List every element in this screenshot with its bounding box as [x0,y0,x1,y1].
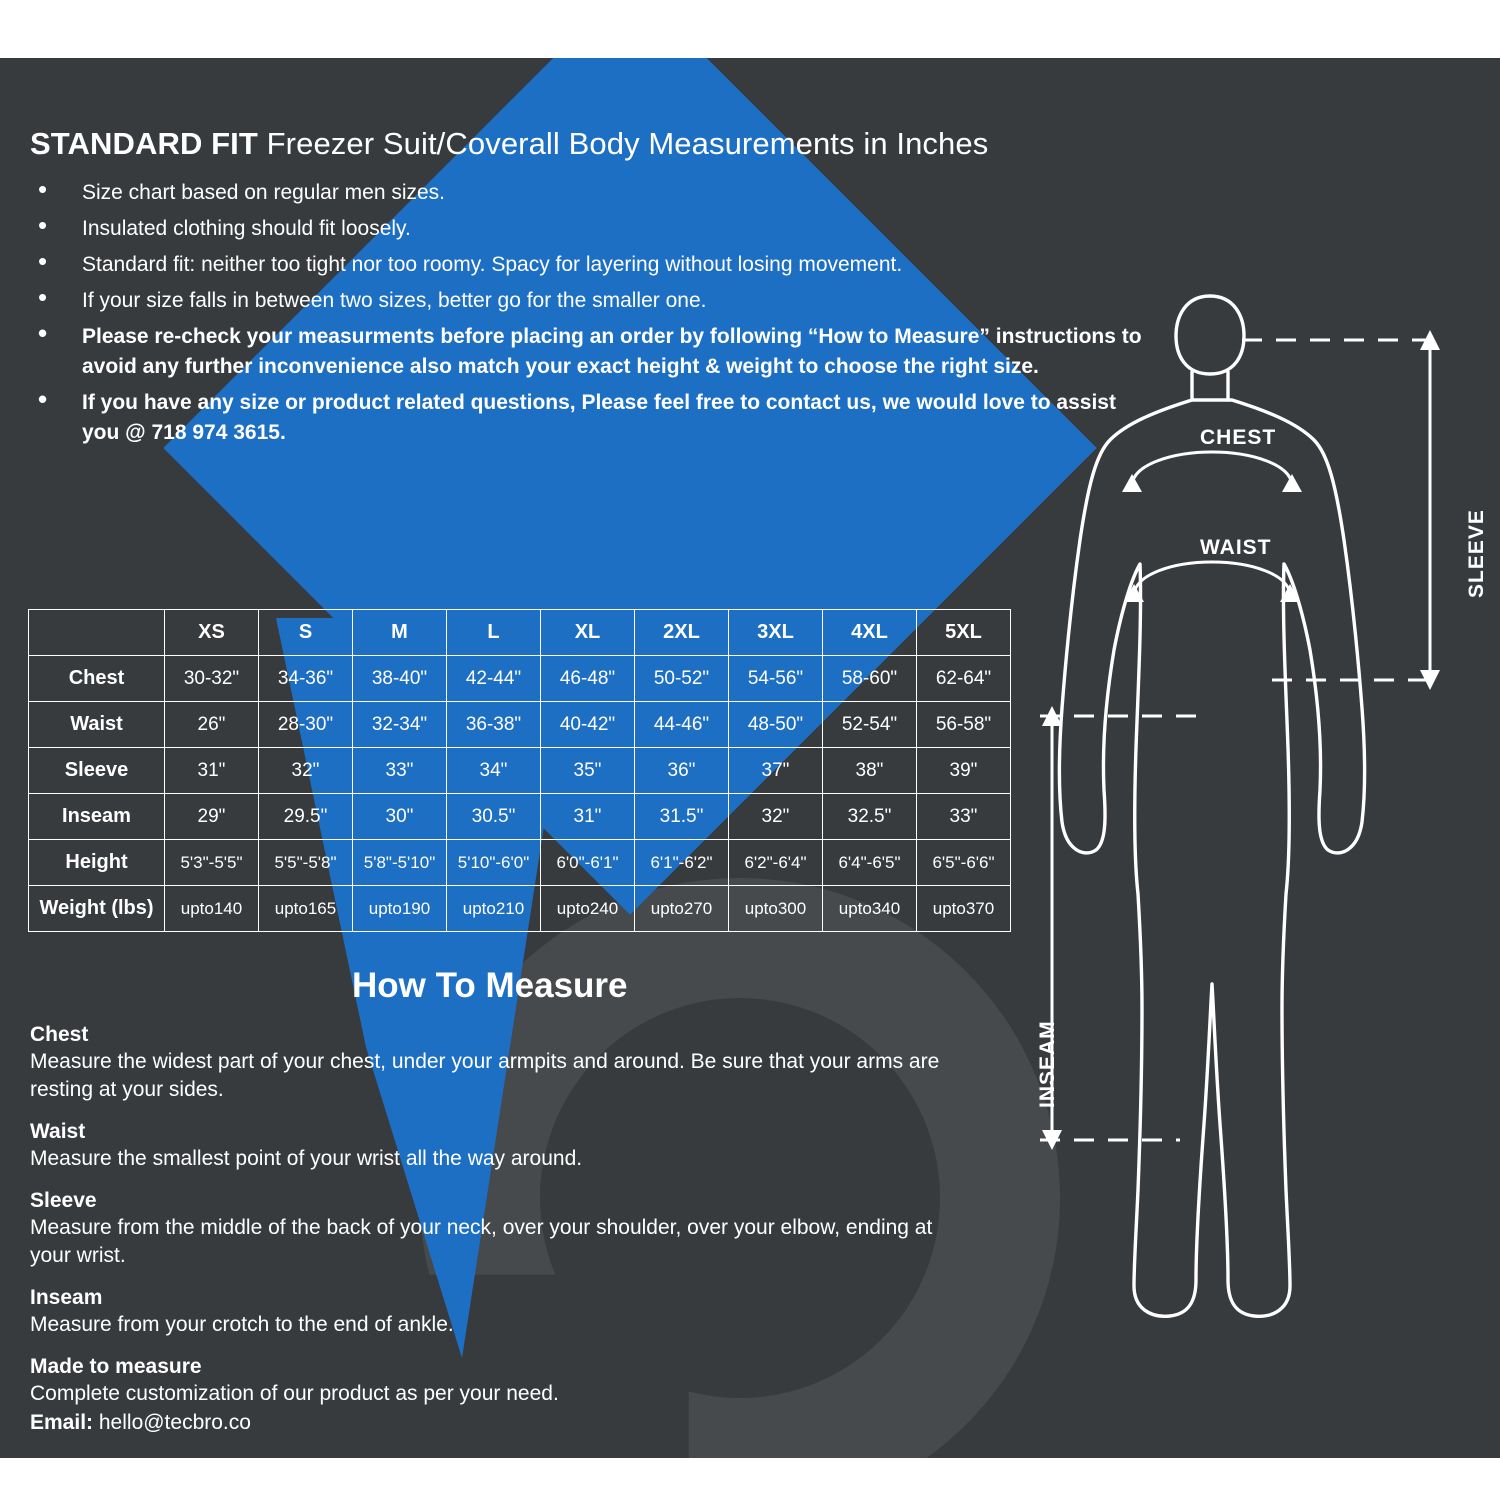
size-header-m: M [353,610,447,656]
cell-weight-5xl: upto370 [917,886,1011,932]
measure-desc-waist: Measure the smallest point of your wrist all the way around. [30,1147,583,1170]
size-header-xs: XS [165,610,259,656]
bullet-item: • Please re-check your measurments before placing an order by following “How to Measure” instructions to avoid any further inconvenience also match your exact height & weight to choose the right size. [30,322,1150,382]
cell-sleeve-4xl: 38" [823,748,917,794]
contact-email-line [30,1409,970,1437]
cell-weight-xs: upto140 [165,886,259,932]
row-label-weight: Weight (lbs) [29,886,165,932]
cell-height-4xl: 6'4"-6'5" [823,840,917,886]
cell-chest-5xl: 62-64" [917,656,1011,702]
cell-height-3xl: 6'2"-6'4" [729,840,823,886]
bullet-item: • If your size falls in between two sizes, better go for the smaller one. [30,286,1150,316]
table-corner-cell [29,610,165,656]
how-to-measure-heading: How To Measure [352,966,628,1005]
table-row [29,794,1011,840]
cell-sleeve-2xl: 36" [635,748,729,794]
cell-height-xs: 5'3"-5'5" [165,840,259,886]
body-figure-diagram [1010,278,1488,1358]
bullet-item: • Insulated clothing should fit loosely. [30,214,1150,244]
cell-chest-4xl: 58-60" [823,656,917,702]
cell-chest-s: 34-36" [259,656,353,702]
cell-sleeve-m: 33" [353,748,447,794]
measure-desc-sleeve: Measure from the middle of the back of your neck, over your shoulder, over your elbow, ending at your wrist. [30,1216,933,1267]
measure-term-sleeve: Sleeve [30,1189,97,1212]
cell-waist-5xl: 56-58" [917,702,1011,748]
size-header-2xl: 2XL [635,610,729,656]
size-header-l: L [447,610,541,656]
cell-height-s: 5'5"-5'8" [259,840,353,886]
cell-inseam-l: 30.5" [447,794,541,840]
cell-inseam-2xl: 31.5" [635,794,729,840]
cell-sleeve-s: 32" [259,748,353,794]
chest-measure-arc [1132,452,1292,486]
row-label-chest: Chest [29,656,165,702]
cell-weight-l: upto210 [447,886,541,932]
cell-inseam-4xl: 32.5" [823,794,917,840]
table-row [29,886,1011,932]
cell-waist-xs: 26" [165,702,259,748]
measure-desc-chest: Measure the widest part of your chest, under your armpits and around. Be sure that your arms are resting at your sides. [30,1050,940,1101]
measure-term-made-to-measure: Made to measure [30,1355,202,1378]
cell-chest-2xl: 50-52" [635,656,729,702]
cell-sleeve-xs: 31" [165,748,259,794]
cell-chest-l: 42-44" [447,656,541,702]
row-label-height: Height [29,840,165,886]
cell-sleeve-3xl: 37" [729,748,823,794]
cell-chest-m: 38-40" [353,656,447,702]
cell-waist-l: 36-38" [447,702,541,748]
size-header-xl: XL [541,610,635,656]
measure-desc-inseam: Measure from your crotch to the end of ankle. [30,1313,454,1336]
size-measurement-table [28,609,1011,932]
cell-waist-s: 28-30" [259,702,353,748]
row-label-sleeve: Sleeve [29,748,165,794]
table-row [29,702,1011,748]
table-row [29,656,1011,702]
measure-term-inseam: Inseam [30,1286,103,1309]
cell-inseam-s: 29.5" [259,794,353,840]
cell-weight-2xl: upto270 [635,886,729,932]
measure-desc-made-to-measure: Complete customization of our product as per your need. [30,1382,559,1405]
cell-waist-m: 32-34" [353,702,447,748]
cell-sleeve-l: 34" [447,748,541,794]
sleeve-label: SLEEVE [1465,509,1488,598]
measurement-guides [1040,340,1440,1140]
cell-chest-xl: 46-48" [541,656,635,702]
cell-waist-2xl: 44-46" [635,702,729,748]
cell-sleeve-5xl: 39" [917,748,1011,794]
intro-bullet-list [30,178,1150,454]
cell-inseam-xs: 29" [165,794,259,840]
cell-sleeve-xl: 35" [541,748,635,794]
chest-arrow-left [1122,474,1142,492]
table-row [29,748,1011,794]
chest-label: CHEST [1200,426,1277,449]
cell-waist-xl: 40-42" [541,702,635,748]
table-header-row [29,610,1011,656]
table-row [29,840,1011,886]
cell-waist-3xl: 48-50" [729,702,823,748]
cell-chest-xs: 30-32" [165,656,259,702]
cell-inseam-xl: 31" [541,794,635,840]
cell-height-xl: 6'0"-6'1" [541,840,635,886]
cell-weight-xl: upto240 [541,886,635,932]
size-header-3xl: 3XL [729,610,823,656]
cell-weight-s: upto165 [259,886,353,932]
bullet-item: • Size chart based on regular men sizes. [30,178,1150,208]
cell-height-2xl: 6'1"-6'2" [635,840,729,886]
email-label: Email: [30,1411,94,1434]
waist-measure-arc [1134,562,1290,596]
cell-chest-3xl: 54-56" [729,656,823,702]
bullet-item: • If you have any size or product related questions, Please feel free to contact us, we would love to assist you @ 718 974 3615. [30,388,1150,448]
cell-inseam-m: 30" [353,794,447,840]
size-header-4xl: 4XL [823,610,917,656]
cell-weight-3xl: upto300 [729,886,823,932]
waist-label: WAIST [1200,536,1272,559]
page-title-strong: STANDARD FIT [30,126,258,161]
cell-inseam-5xl: 33" [917,794,1011,840]
page-title [30,126,988,162]
cell-height-5xl: 6'5"-6'6" [917,840,1011,886]
cell-waist-4xl: 52-54" [823,702,917,748]
inseam-label: INSEAM [1036,1020,1059,1108]
cell-inseam-3xl: 32" [729,794,823,840]
cell-height-l: 5'10"-6'0" [447,840,541,886]
measure-term-chest: Chest [30,1023,89,1046]
how-to-measure-sections [30,1023,970,1437]
cell-weight-m: upto190 [353,886,447,932]
size-header-5xl: 5XL [917,610,1011,656]
page-title-rest: Freezer Suit/Coverall Body Measurements in Inches [257,126,989,161]
measure-term-waist: Waist [30,1120,86,1143]
chest-arrow-right [1282,474,1302,492]
bullet-item: • Standard fit: neither too tight nor too roomy. Spacy for layering without losing movement. [30,250,1150,280]
email-value[interactable]: hello@tecbro.co [98,1411,251,1434]
chart-panel [0,58,1500,1458]
row-label-inseam: Inseam [29,794,165,840]
row-label-waist: Waist [29,702,165,748]
size-header-s: S [259,610,353,656]
cell-height-m: 5'8"-5'10" [353,840,447,886]
cell-weight-4xl: upto340 [823,886,917,932]
